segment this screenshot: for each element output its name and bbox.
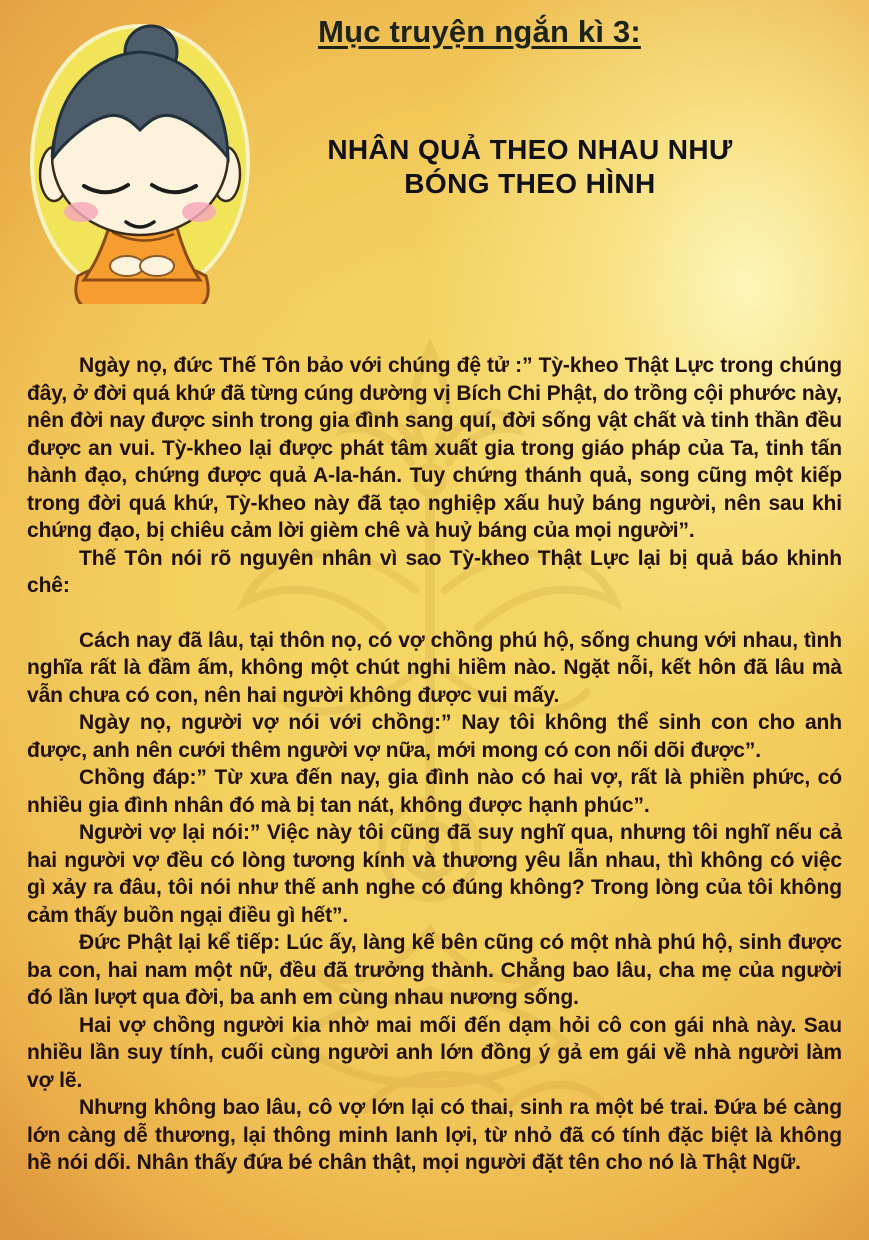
story-paragraph: Hai vợ chồng người kia nhờ mai mối đến dạm hỏi cô con gái nhà này. Sau nhiều lần suy tính, cuối cùng người anh lớn đồng ý gả em gái về nhà người làm vợ lẽ. [27, 1013, 842, 1092]
page-title: Mục truyện ngắn kì 3: [318, 14, 641, 49]
story-paragraph: Chồng đáp:” Từ xưa đến nay, gia đình nào có hai vợ, rất là phiền phức, có nhiều gia đình nhân đó mà bị tan nát, không được hạnh phúc”. [27, 766, 842, 817]
story-paragraph: Đức Phật lại kể tiếp: Lúc ấy, làng kế bên cũng có một nhà phú hộ, sinh được ba con, hai nam một nữ, đều đã trưởng thành. Chẳng bao lâu, cha mẹ của người đó lần lượt qua đời, ba anh em cùng nhau nương sống. [27, 931, 842, 1009]
story-heading-line1: NHÂN QUẢ THEO NHAU NHƯ [327, 134, 733, 165]
story-heading-line2: BÓNG THEO HÌNH [404, 167, 656, 199]
story-heading [260, 133, 800, 200]
story-body [27, 352, 842, 1177]
story-paragraph: Người vợ lại nói:” Việc này tôi cũng đã suy nghĩ qua, nhưng tôi nghĩ nếu cả hai người vợ đều có lòng tương kính và thương yêu lẫn nhau, thì không có việc gì xảy ra đâu, tôi nói như thế anh nghe có đúng không? Trong lòng của tôi không cảm thấy buồn ngại điều gì hết”. [27, 821, 842, 927]
story-paragraph: Cách nay đã lâu, tại thôn nọ, có vợ chồng phú hộ, sống chung với nhau, tình nghĩa rất là đầm ấm, không một chút nghi hiềm nào. Ngặt nỗi, kết hôn đã lâu mà vẫn chưa có con, nên hai người không được vui mấy. [27, 628, 842, 707]
story-paragraph: Thế Tôn nói rõ nguyên nhân vì sao Tỳ-kheo Thật Lực lại bị quả báo khinh chê: [27, 546, 842, 597]
story-paragraph: Ngày nọ, người vợ nói với chồng:” Nay tôi không thể sinh con cho anh được, anh nên cưới thêm người vợ nữa, mới mong có con nối dõi được”. [27, 711, 842, 762]
story-paragraph: Nhưng không bao lâu, cô vợ lớn lại có thai, sinh ra một bé trai. Đứa bé càng lớn càng dễ thương, lại thông minh lanh lợi, từ nhỏ đã có tính đặc biệt là không hề nói dối. Nhân thấy đứa bé chân thật, mọi người đặt tên cho nó là Thật Ngữ. [27, 1096, 842, 1174]
meditating-buddha-illustration [24, 16, 256, 304]
story-paragraph: Ngày nọ, đức Thế Tôn bảo với chúng đệ tử :” Tỳ-kheo Thật Lực trong chúng đây, ở đời quá khứ đã từng cúng dường vị Bích Chi Phật, do trồng cội phước này, nên đời nay được sinh trong gia đình sang quí, đời sống vật chất và tinh thần đều được an vui. Tỳ-kheo lại được phát tâm xuất gia trong giáo pháp của Ta, tinh tấn hành đạo, chứng được quả A-la-hán. Tuy chứng thánh quả, song cũng một kiếp trong đời quá khứ, Tỳ-kheo này đã tạo nghiệp xấu huỷ báng người, nên sau khi chứng đạo, bị chiêu cảm lời gièm chê và huỷ báng của mọi người”. [27, 354, 842, 542]
